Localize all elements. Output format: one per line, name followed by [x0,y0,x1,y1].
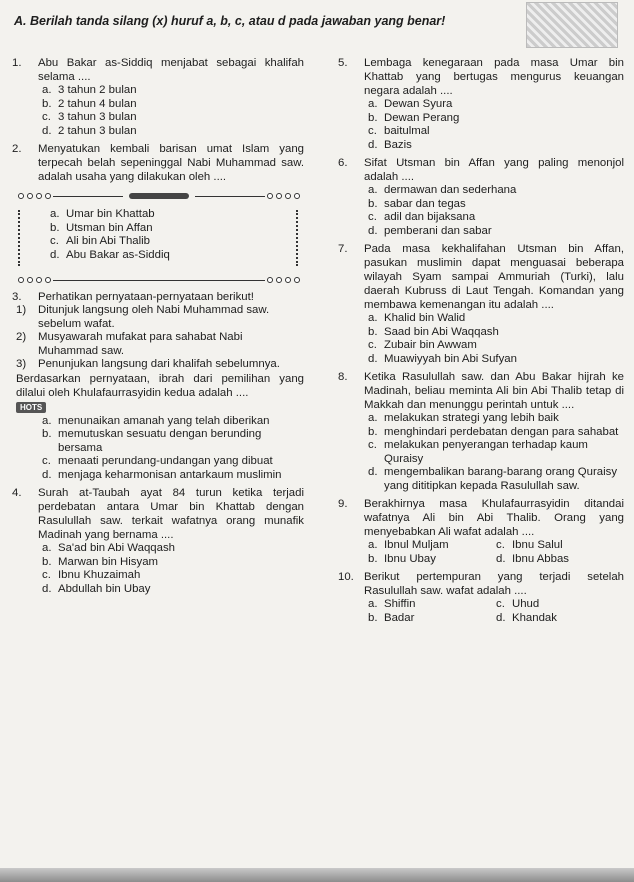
option-d[interactable]: d. 2 tahun 3 bulan [42,124,137,137]
statement-1: 1) Ditunjuk langsung oleh Nabi Muhammad saw. sebelum wafat. [16,304,270,330]
option-d[interactable]: d. Khandak [496,611,557,624]
question-9 [338,497,624,566]
option-d[interactable]: d. pemberani dan sabar [368,224,492,237]
option-a[interactable]: a. Sa'ad bin Abi Waqqash [42,542,176,554]
option-c[interactable]: c. Uhud [496,598,540,610]
option-c[interactable]: c. 3 tahun 3 bulan [42,111,137,123]
frame-top-border [16,192,302,200]
option-d[interactable]: d. Ibnu Abbas [496,552,570,565]
option-d[interactable]: d. Muawiyyah bin Abi Sufyan [368,352,517,365]
option-d[interactable]: d. Abdullah bin Ubay [42,582,151,595]
question-number: 2. [12,143,22,155]
option-c[interactable]: c. melakukan penyerangan terhadap kaum Quraisy [368,439,588,465]
option-a[interactable]: a. menunaikan amanah yang telah diberikan [42,414,270,427]
question-number: 8. [338,371,348,383]
right-column [338,56,624,629]
qr-code-image [526,2,618,48]
option-a[interactable]: a. Umar bin Khattab [50,208,155,220]
option-c[interactable]: c. Ibnu Khuzaimah [42,569,141,581]
option-b[interactable]: b. 2 tahun 4 bulan [42,97,137,110]
option-a[interactable]: a. dermawan dan sederhana [368,184,517,196]
options-frame [16,192,302,284]
option-a[interactable]: a. Khalid bin Walid [368,312,466,324]
option-c[interactable]: c. Ali bin Abi Thalib [50,235,151,247]
option-c[interactable]: c. baitulmal [368,125,430,137]
option-d[interactable]: d. menjaga keharmonisan antarkaum muslimin [42,468,282,481]
statement-2: 2) Musyawarah mufakat para sahabat Nabi Muhammad saw. [16,331,243,357]
question-number: 5. [338,57,348,69]
option-d[interactable]: d. Bazis [368,138,412,151]
option-d[interactable]: d. Abu Bakar as-Siddiq [50,248,170,261]
option-b[interactable]: b. Utsman bin Affan [50,221,153,234]
question-text: Abu Bakar as-Siddiq menjabat sebagai khalifah selama .... [38,57,304,83]
option-c[interactable]: c. Ibnu Salul [496,539,563,551]
option-a[interactable]: a. melakukan strategi yang lebih baik [368,412,559,424]
question-5 [338,56,624,152]
left-column [12,56,304,600]
question-number: 1. [12,57,22,69]
option-b[interactable]: b. menghindari perdebatan dengan para sahabat [368,425,619,438]
option-d[interactable]: d. mengembalikan barang-barang orang Quraisy yang dititipkan kepada Rasulullah saw. [368,466,618,492]
question-text: Berakhirnya masa Khulafaurrasyidin ditandai wafatnya Ali bin Abi Thalib. Orang yang menyebabkan Ali wafat adalah .... [364,498,624,538]
option-c[interactable]: c. adil dan bijaksana [368,211,476,223]
question-4 [12,486,304,596]
question-text: Lembaga kenegaraan pada masa Umar bin Khattab yang bertugas mengurus keuangan negara adalah .... [364,57,624,97]
option-b[interactable]: b. Badar [368,611,415,624]
question-8 [338,370,624,493]
question-2 [12,142,304,284]
question-number: 10. [338,571,354,583]
option-a[interactable]: a. 3 tahun 2 bulan [42,84,137,96]
option-c[interactable]: c. Zubair bin Awwam [368,339,477,351]
option-b[interactable]: b. Saad bin Abi Waqqash [368,325,499,338]
question-text: Perhatikan pernyataan-pernyataan berikut! [38,291,254,303]
question-number: 3. [12,291,22,303]
question-number: 9. [338,498,348,510]
question-3 [12,290,304,482]
question-6 [338,156,624,238]
statement-3: 3) Penunjukan langsung dari khalifah sebelumnya. [16,358,280,370]
question-text: Menyatukan kembali barisan umat Islam yang terpecah belah sepeninggal Nabi Muhammad saw. adalah usaha yang dilakukan oleh .... [38,143,304,183]
option-a[interactable]: a. Dewan Syura [368,98,453,110]
question-1 [12,56,304,138]
question-text: Surah at-Taubah ayat 84 turun ketika terjadi perdebatan antara Umar bin Khattab dengan Rasulullah saw. terkait wafatnya orang munafik Madinah yang bernama .... [38,487,304,541]
page-bottom-edge [0,868,634,882]
option-a[interactable]: a. Ibnul Muljam [368,539,449,551]
option-b[interactable]: b. Ibnu Ubay [368,552,436,565]
option-c[interactable]: c. menaati perundang-undangan yang dibuat [42,455,273,467]
option-a[interactable]: a. Shiffin [368,598,416,610]
question-10 [338,570,624,625]
question-text: Berikut pertempuran yang terjadi setelah Rasulullah saw. wafat adalah .... [364,571,624,597]
question-text: Pada masa kekhalifahan Utsman bin Affan, pasukan muslimin dapat menguasai beberapa wilayah Syam sampai Ammuriah (Turki), lalu daerah Kubruss di Laut Tengah. Komandan yang membawa kemenangan itu adalah .... [364,243,624,311]
frame-bottom-border [16,276,302,284]
question-number: 6. [338,157,348,169]
question-number: 4. [12,487,22,499]
option-b[interactable]: b. sabar dan tegas [368,197,466,210]
section-header: A. Berilah tanda silang (x) huruf a, b, c, atau d pada jawaban yang benar! [14,14,446,28]
question-prompt: Berdasarkan pernyataan, ibrah dari pemilihan yang dilalui oleh Khulafaurrasyidin kedua adalah .... [16,372,304,399]
hots-badge: HOTS [16,402,46,413]
option-b[interactable]: b. Dewan Perang [368,111,460,124]
option-b[interactable]: b. Marwan bin Hisyam [42,555,159,568]
question-text: Ketika Rasulullah saw. dan Abu Bakar hijrah ke Madinah, beliau meminta Ali bin Abi Thalib tetap di Makkah dan menunggu perintah untuk .... [364,371,624,411]
question-7 [338,242,624,366]
question-text: Sifat Utsman bin Affan yang paling menonjol adalah .... [364,157,624,183]
question-number: 7. [338,243,348,255]
option-b[interactable]: b. memutuskan sesuatu dengan berunding bersama [42,428,262,454]
